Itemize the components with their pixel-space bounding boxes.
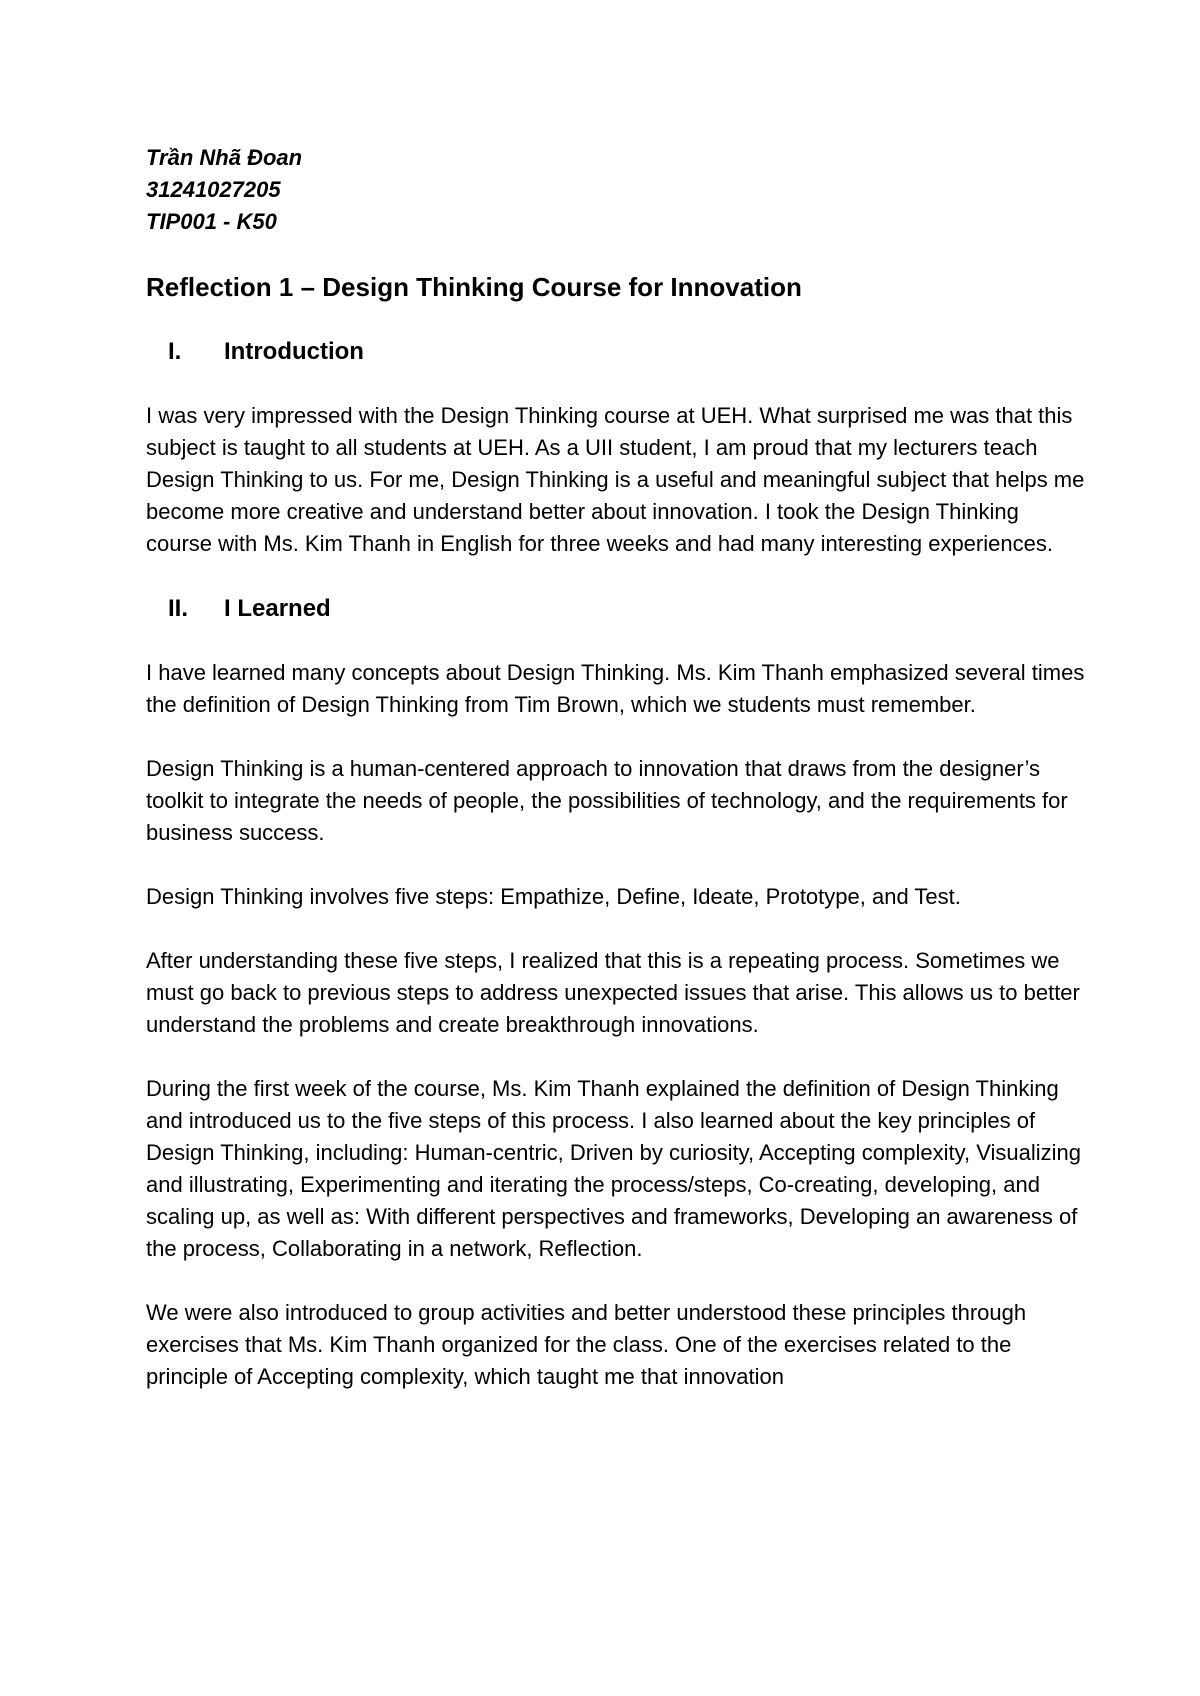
paragraph: After understanding these five steps, I realized that this is a repeating process. Sometimes we must go back to previous steps to address unexpected issues that arise. This allows us to better understand the problems and create breakthrough innovations. <box>146 948 1080 1037</box>
section-number: I. <box>168 338 182 365</box>
paragraph: I was very impressed with the Design Thinking course at UEH. What surprised me was that this subject is taught to all students at UEH. As a UII student, I am proud that my lecturers teach Design Thinking to us. For me, Design Thinking is a useful and meaningful subject that helps me become more creative and understand better about innovation. I took the Design Thinking course with Ms. Kim Thanh in English for three weeks and had many interesting experiences. <box>146 403 1085 556</box>
section-title: I Learned <box>224 595 331 622</box>
student-id: 31241027205 <box>146 177 281 202</box>
class-code: TIP001 - K50 <box>146 209 277 234</box>
section-number: II. <box>168 595 189 622</box>
paragraph: I have learned many concepts about Design Thinking. Ms. Kim Thanh emphasized several times the definition of Design Thinking from Tim Brown, which we students must remember. <box>146 660 1085 717</box>
document-title: Reflection 1 – Design Thinking Course for Innovation <box>146 272 802 302</box>
author-name: Trần Nhã Đoan <box>146 145 303 170</box>
document-body <box>146 142 1086 1393</box>
author-block <box>146 142 1086 238</box>
paragraph: Design Thinking involves five steps: Empathize, Define, Ideate, Prototype, and Test. <box>146 884 961 909</box>
paragraph: During the first week of the course, Ms. Kim Thanh explained the definition of Design Thinking and introduced us to the five steps of this process. I also learned about the key principles of Design Thinking, including: Human-centric, Driven by curiosity, Accepting complexity, Visualizing and illustrating, Experimenting and iterating the process/steps, Co-creating, developing, and scaling up, as well as: With different perspectives and frameworks, Developing an awareness of the process, Collaborating in a network, Reflection. <box>146 1076 1082 1261</box>
section-heading-i-learned <box>146 593 1086 625</box>
paragraph: We were also introduced to group activities and better understood these principles through exercises that Ms. Kim Thanh organized for the class. One of the exercises related to the principle of Accepting complexity, which taught me that innovation <box>146 1300 1027 1389</box>
paragraph: Design Thinking is a human-centered approach to innovation that draws from the designer’s toolkit to integrate the needs of people, the possibilities of technology, and the requirements for business success. <box>146 756 1068 845</box>
section-title: Introduction <box>224 338 364 365</box>
section-heading-introduction <box>146 336 1086 368</box>
